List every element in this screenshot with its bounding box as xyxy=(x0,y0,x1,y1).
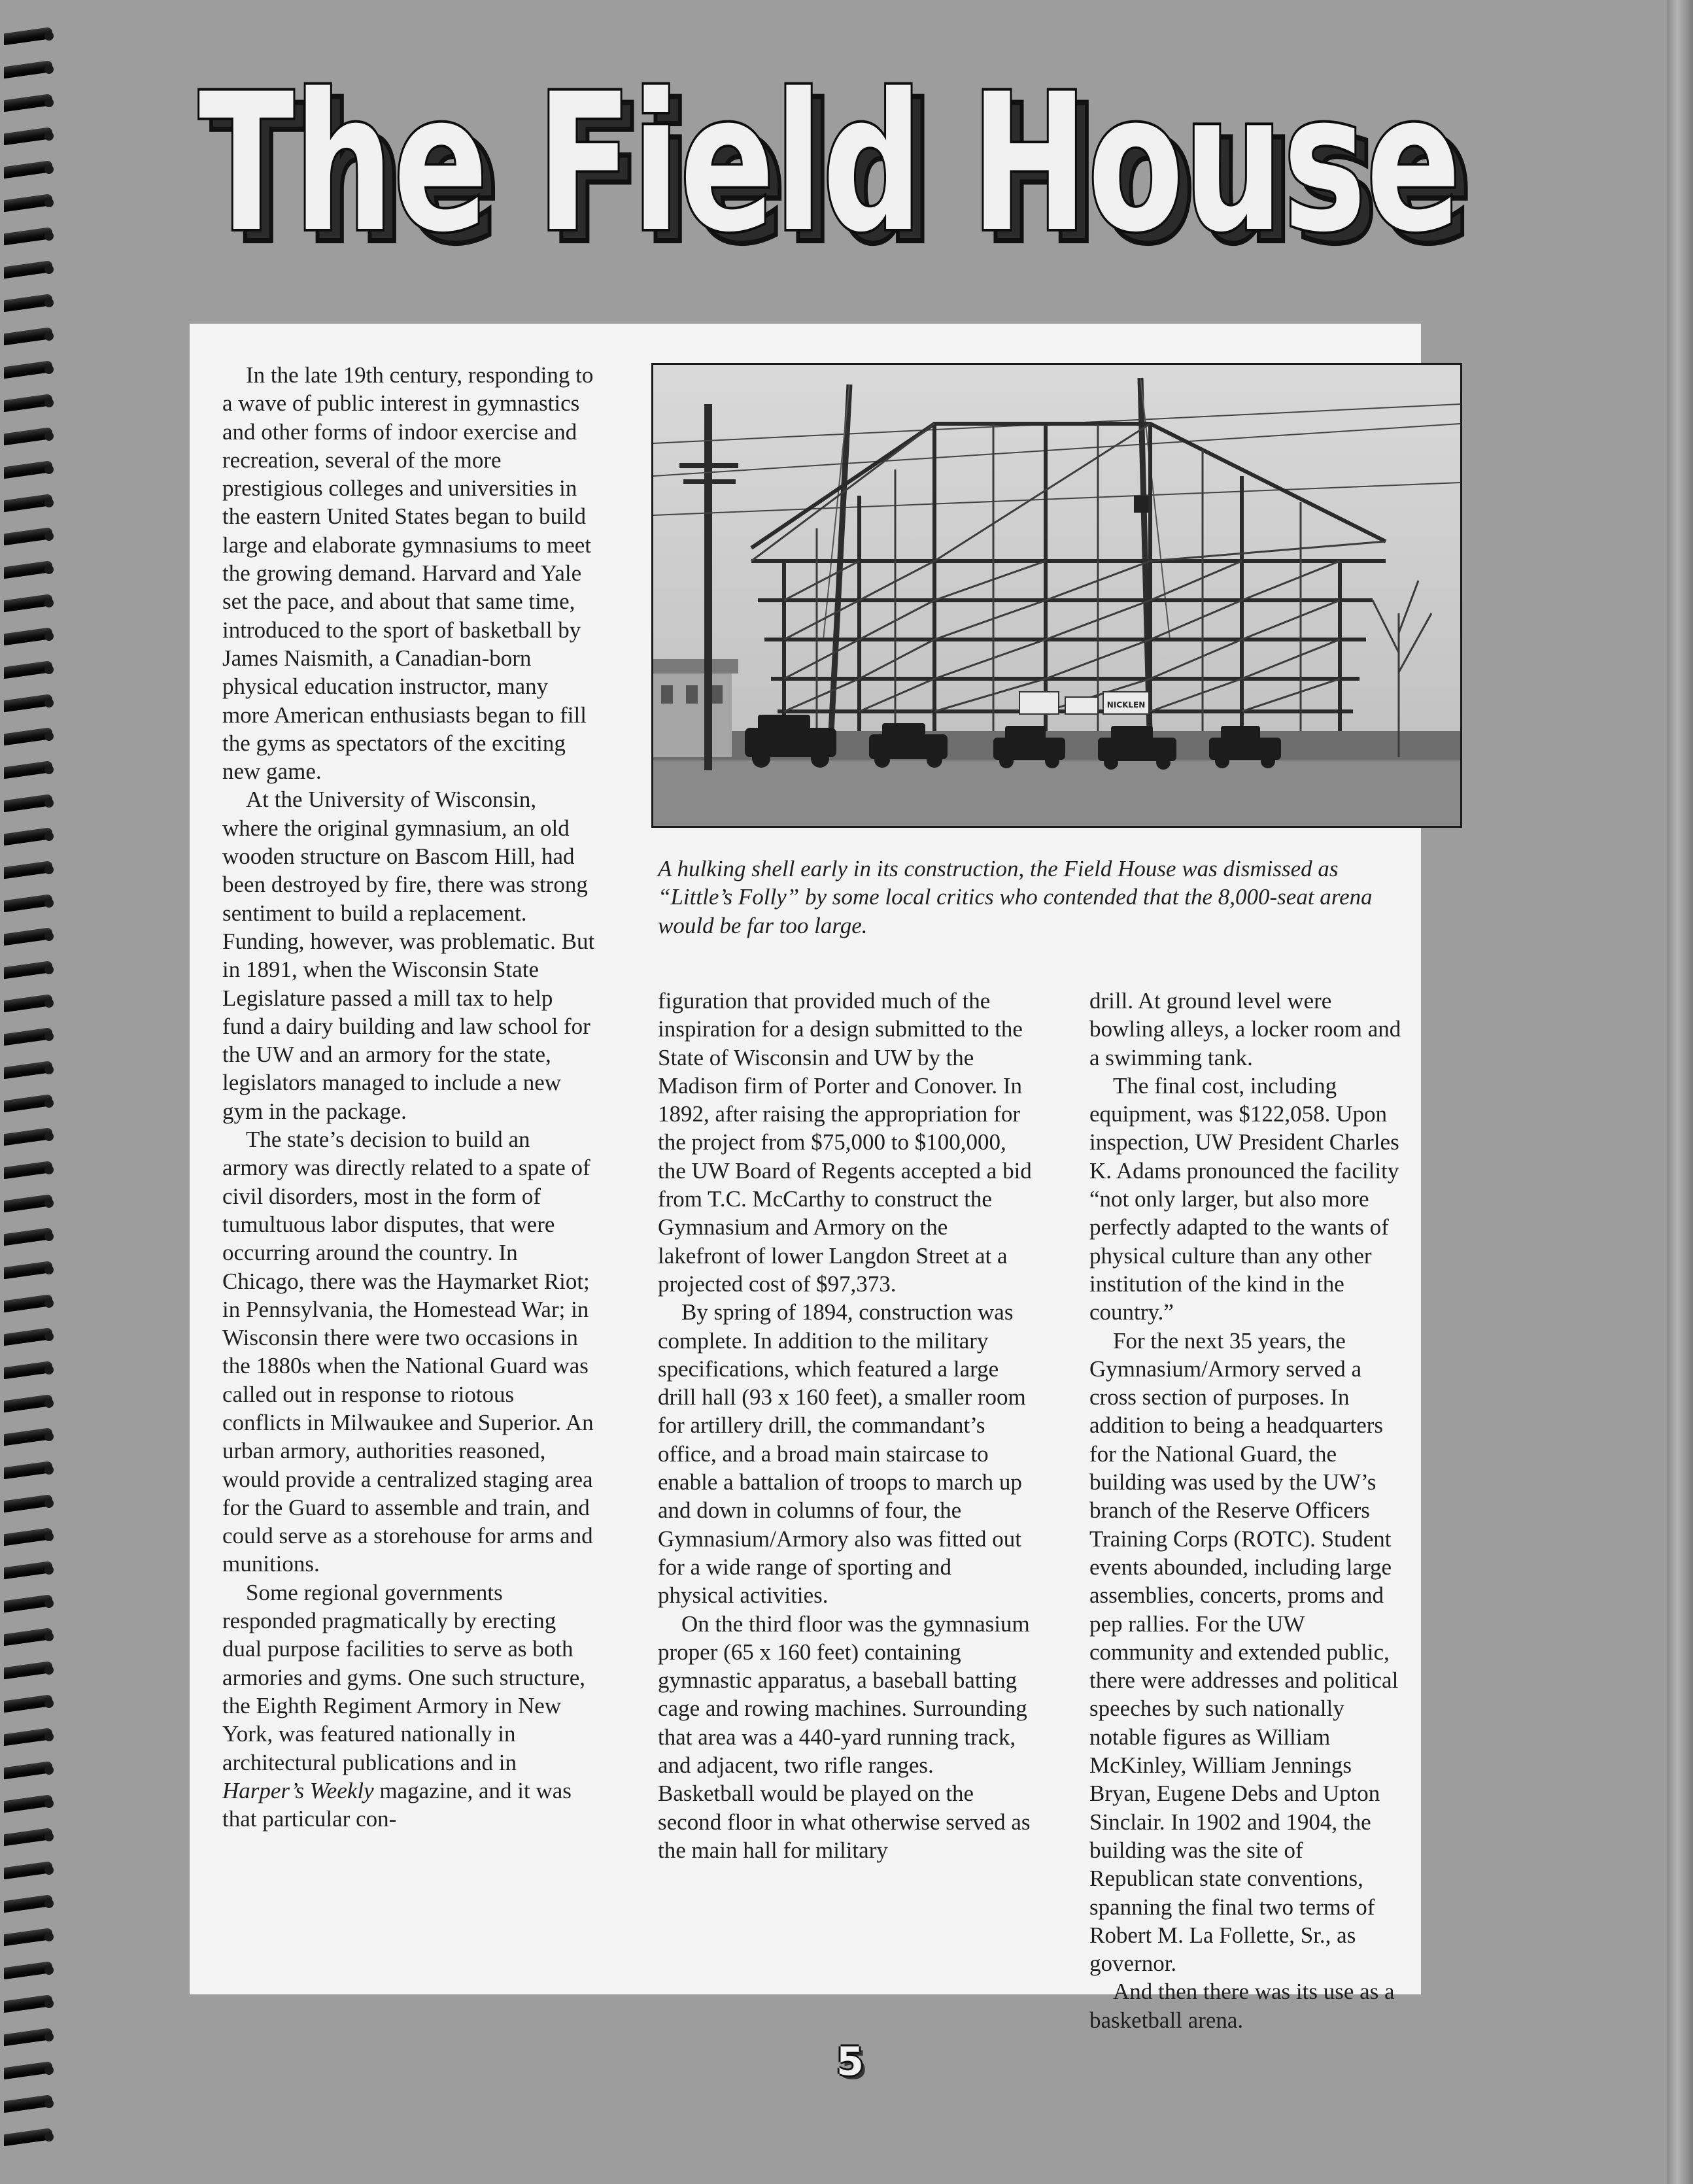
binding-hole xyxy=(44,65,54,74)
binding-coil xyxy=(4,2127,56,2147)
page-title xyxy=(196,72,1504,262)
binding-coil xyxy=(4,726,56,746)
binding-coil xyxy=(4,2060,56,2080)
binding-coil xyxy=(4,493,56,513)
paragraph: The final cost, including equipment, was $122,058. Upon inspection, UW President Charles K. Adams pronounced the facility “not only larger, but also more perfectly adapted to the wants of physical culture than any other institution of the kind in the country.” xyxy=(1089,1072,1399,1325)
binding-coil xyxy=(4,1127,56,1146)
binding-hole xyxy=(44,665,54,674)
binding-hole xyxy=(44,1599,54,1608)
binding-hole xyxy=(44,798,54,808)
binding-coil xyxy=(4,1060,56,1080)
binding-hole xyxy=(44,1099,54,1108)
column-3 xyxy=(1089,987,1402,2034)
binding-coil xyxy=(4,1393,56,1413)
binding-hole xyxy=(44,2132,54,2141)
binding-hole xyxy=(44,98,54,107)
binding-hole xyxy=(44,832,54,841)
binding-coil xyxy=(4,1327,56,1346)
paragraph: On the third floor was the gymnasium proper (65 x 160 feet) containing gymnastic apparatus, a baseball batting cage and rowing machines. Surrounding that area was a 440-yard running track, and adjacent, two rifle ranges. Basketball would be played on the second floor in what otherwise served as the main hall for military xyxy=(658,1611,1031,1863)
binding-hole xyxy=(44,1999,54,2008)
binding-hole xyxy=(44,965,54,974)
binding-hole xyxy=(44,498,54,507)
binding-hole xyxy=(44,365,54,374)
binding-hole xyxy=(44,1165,54,1174)
page-number: 5 xyxy=(836,2039,864,2085)
binding-hole xyxy=(44,565,54,574)
binding-hole xyxy=(44,1932,54,1941)
binding-hole xyxy=(44,1232,54,1241)
binding-hole xyxy=(44,1565,54,1575)
binding-hole xyxy=(44,1632,54,1641)
binding-hole xyxy=(44,1132,54,1141)
binding-coil xyxy=(4,793,56,813)
column-2 xyxy=(658,987,1032,1864)
photo-caption: A hulking shell early in its construction, the Field House was dismissed as “Little’s Folly” by some local critics who contended that the 8,000-seat arena would be far too large. xyxy=(658,856,1373,938)
binding-hole xyxy=(44,198,54,207)
binding-hole xyxy=(44,1499,54,1508)
binding-hole xyxy=(44,898,54,908)
binding-coil xyxy=(4,1894,56,1913)
binding-hole xyxy=(44,2066,54,2075)
binding-coil xyxy=(4,1227,56,1246)
binding-coil xyxy=(4,960,56,980)
binding-hole xyxy=(44,1432,54,1441)
binding-coil xyxy=(4,26,56,46)
binding-hole xyxy=(44,465,54,474)
binding-coil xyxy=(4,760,56,779)
paragraph xyxy=(222,1578,596,1834)
column-1 xyxy=(222,361,596,1833)
binding-hole xyxy=(44,231,54,241)
binding-coil xyxy=(4,426,56,446)
binding-hole xyxy=(44,865,54,874)
binding-coil xyxy=(4,1927,56,1947)
binding-coil xyxy=(4,1160,56,1180)
binding-coil xyxy=(4,560,56,579)
binding-hole xyxy=(44,1365,54,1374)
spiral-binding xyxy=(0,26,72,2171)
binding-hole xyxy=(44,432,54,441)
binding-coil xyxy=(4,460,56,479)
binding-coil xyxy=(4,1293,56,1313)
binding-coil xyxy=(4,1660,56,1680)
binding-coil xyxy=(4,1527,56,1546)
binding-coil xyxy=(4,660,56,679)
paragraph: By spring of 1894, construction was complete. In addition to the military specifications, which featured a large drill hall (93 x 160 feet), a smaller room for artillery drill, the commandant’s office, and a broad main staircase to enable a battalion of troops to march up and down in columns of four, the Gymnasium/Armory also was fitted out for a wide range of sporting and physical activities. xyxy=(658,1299,1026,1609)
binding-coil xyxy=(4,1493,56,1513)
binding-coil xyxy=(4,593,56,613)
binding-hole xyxy=(44,2099,54,2108)
binding-coil xyxy=(4,60,56,79)
binding-hole xyxy=(44,398,54,407)
binding-hole xyxy=(44,1766,54,1775)
binding-coil xyxy=(4,1994,56,2013)
binding-coil xyxy=(4,2027,56,2047)
binding-hole xyxy=(44,1799,54,1808)
binding-hole xyxy=(44,265,54,274)
binding-hole xyxy=(44,1699,54,1708)
binding-hole xyxy=(44,1866,54,1875)
paragraph: The state’s decision to build an armory was directly related to a spate of civil disorders, most in the form of tumultuous labor disputes, that were occurring around the country. In Chicago, there was the Haymarket Riot; in Pennsylvania, the Homestead War; in Wisconsin there were two occasions in the 1880s when the National Guard was called out in response to riotous conflicts in Milwaukee and Superior. An urban armory, authorities reasoned, would provide a centralized staging area for the Guard to assemble and train, and could serve as a storehouse for arms and munitions. xyxy=(222,1127,594,1577)
binding-hole xyxy=(44,165,54,174)
binding-hole xyxy=(44,1966,54,1975)
binding-coil xyxy=(4,260,56,279)
binding-hole xyxy=(44,598,54,607)
binding-coil xyxy=(4,893,56,913)
binding-hole xyxy=(44,765,54,774)
binding-coil xyxy=(4,1594,56,1613)
binding-hole xyxy=(44,1732,54,1741)
binding-coil xyxy=(4,326,56,346)
binding-coil xyxy=(4,1460,56,1480)
binding-coil xyxy=(4,2094,56,2113)
binding-hole xyxy=(44,1332,54,1341)
binding-coil xyxy=(4,1860,56,1880)
binding-hole xyxy=(44,1665,54,1675)
binding-hole xyxy=(44,732,54,741)
binding-coil xyxy=(4,526,56,546)
page-edge xyxy=(1667,0,1693,2184)
binding-hole xyxy=(44,1065,54,1074)
binding-coil xyxy=(4,1760,56,1780)
binding-coil xyxy=(4,626,56,646)
binding-coil xyxy=(4,1794,56,1813)
binding-hole xyxy=(44,2032,54,2041)
construction-photo xyxy=(651,363,1462,828)
binding-hole xyxy=(44,31,54,41)
binding-coil xyxy=(4,1627,56,1647)
binding-coil xyxy=(4,693,56,713)
binding-coil xyxy=(4,993,56,1013)
binding-coil xyxy=(4,1193,56,1213)
binding-coil xyxy=(4,360,56,379)
binding-coil xyxy=(4,1560,56,1580)
binding-hole xyxy=(44,1832,54,1841)
binding-hole xyxy=(44,932,54,941)
binding-coil xyxy=(4,93,56,112)
binding-hole xyxy=(44,998,54,1008)
paragraph-text: Some regional governments responded pragmatically by erecting dual purpose facilities to serve as both armories and gyms. One such structure, the Eighth Regiment Armory in New York, was featured nationally in architectural publications and in xyxy=(222,1579,585,1775)
binding-coil xyxy=(4,927,56,946)
paragraph: figuration that provided much of the inspiration for a design submitted to the State of Wisconsin and UW by the Madison firm of Porter and Conover. In 1892, after raising the appropriation for the project from $75,000 to $100,000, the UW Board of Regents accepted a bid from T.C. McCarthy to construct the Gymnasium and Armory on the lakefront of lower Langdon Street at a projected cost of $97,373. xyxy=(658,988,1032,1297)
binding-coil xyxy=(4,1827,56,1847)
binding-hole xyxy=(44,1199,54,1208)
binding-coil xyxy=(4,1027,56,1046)
binding-hole xyxy=(44,1899,54,1908)
title-shadow: The Field House xyxy=(211,72,1473,262)
paragraph: For the next 35 years, the Gymnasium/Armory served a cross section of purposes. In addition to being a headquarters for the National Guard, the building was used by the UW’s branch of the Reserve Officers Training Corps (ROTC). Student events abounded, including large assemblies, concerts, proms and pep rallies. For the UW community and extended public, there were addresses and political speeches by such nationally notable figures as William McKinley, William Jennings Bryan, Eugene Debs and Upton Sinclair. In 1902 and 1904, the building was the site of Republican state conventions, spanning the final two terms of Robert M. La Follette, Sr., as governor. xyxy=(1089,1327,1399,1977)
construction-photo-image xyxy=(653,365,1460,826)
binding-hole xyxy=(44,1532,54,1541)
paragraph: At the University of Wisconsin, where the original gymnasium, an old wooden structure on Bascom Hill, had been destroyed by fire, there was strong sentiment to build a replacement. Funding, however, was problematic. But in 1891, when the Wisconsin State Legislature passed a mill tax to help fund a dairy building and law school for the UW and an armory for the state, legislators managed to include a new gym in the package. xyxy=(222,787,595,1124)
binding-hole xyxy=(44,532,54,541)
publication-title: Harper’s Weekly xyxy=(222,1777,374,1803)
title-graphic xyxy=(196,72,1504,262)
binding-coil xyxy=(4,226,56,246)
binding-hole xyxy=(44,632,54,641)
paragraph: And then there was its use as a basketball arena. xyxy=(1089,1979,1395,2033)
binding-coil xyxy=(4,1727,56,1747)
binding-coil xyxy=(4,193,56,213)
binding-coil xyxy=(4,1260,56,1280)
binding-coil xyxy=(4,1960,56,1980)
binding-hole xyxy=(44,332,54,341)
photo-sign-text: NICKLEN xyxy=(1106,700,1146,709)
binding-coil xyxy=(4,1360,56,1380)
paragraph: drill. At ground level were bowling alleys, a locker room and a swimming tank. xyxy=(1089,988,1401,1070)
binding-coil xyxy=(4,293,56,313)
binding-coil xyxy=(4,160,56,179)
paragraph: In the late 19th century, responding to a wave of public interest in gymnastics and other forms of indoor exercise and recreation, several of the more prestigious colleges and universities in the eastern United States began to build large and elaborate gymnasiums to meet the growing demand. Harvard and Yale set the pace, and about that same time, introduced to the sport of basketball by James Naismith, a Canadian-born physical education instructor, many more American enthusiasts began to fill the gyms as spectators of the exciting new game. xyxy=(222,362,594,785)
content-panel xyxy=(190,324,1421,2033)
title-text: The Field House xyxy=(199,72,1461,262)
binding-hole xyxy=(44,298,54,307)
binding-coil xyxy=(4,1093,56,1113)
binding-coil xyxy=(4,860,56,879)
binding-hole xyxy=(44,1032,54,1041)
binding-coil xyxy=(4,393,56,413)
binding-hole xyxy=(44,1265,54,1274)
binding-coil xyxy=(4,126,56,146)
binding-coil xyxy=(4,1694,56,1713)
binding-hole xyxy=(44,698,54,708)
binding-hole xyxy=(44,1299,54,1308)
paragraph-text: magazine, and it was that particular con- xyxy=(222,1777,572,1832)
binding-hole xyxy=(44,1399,54,1408)
binding-hole xyxy=(44,1465,54,1475)
binding-hole xyxy=(44,131,54,141)
binding-coil xyxy=(4,827,56,846)
binding-coil xyxy=(4,1427,56,1446)
